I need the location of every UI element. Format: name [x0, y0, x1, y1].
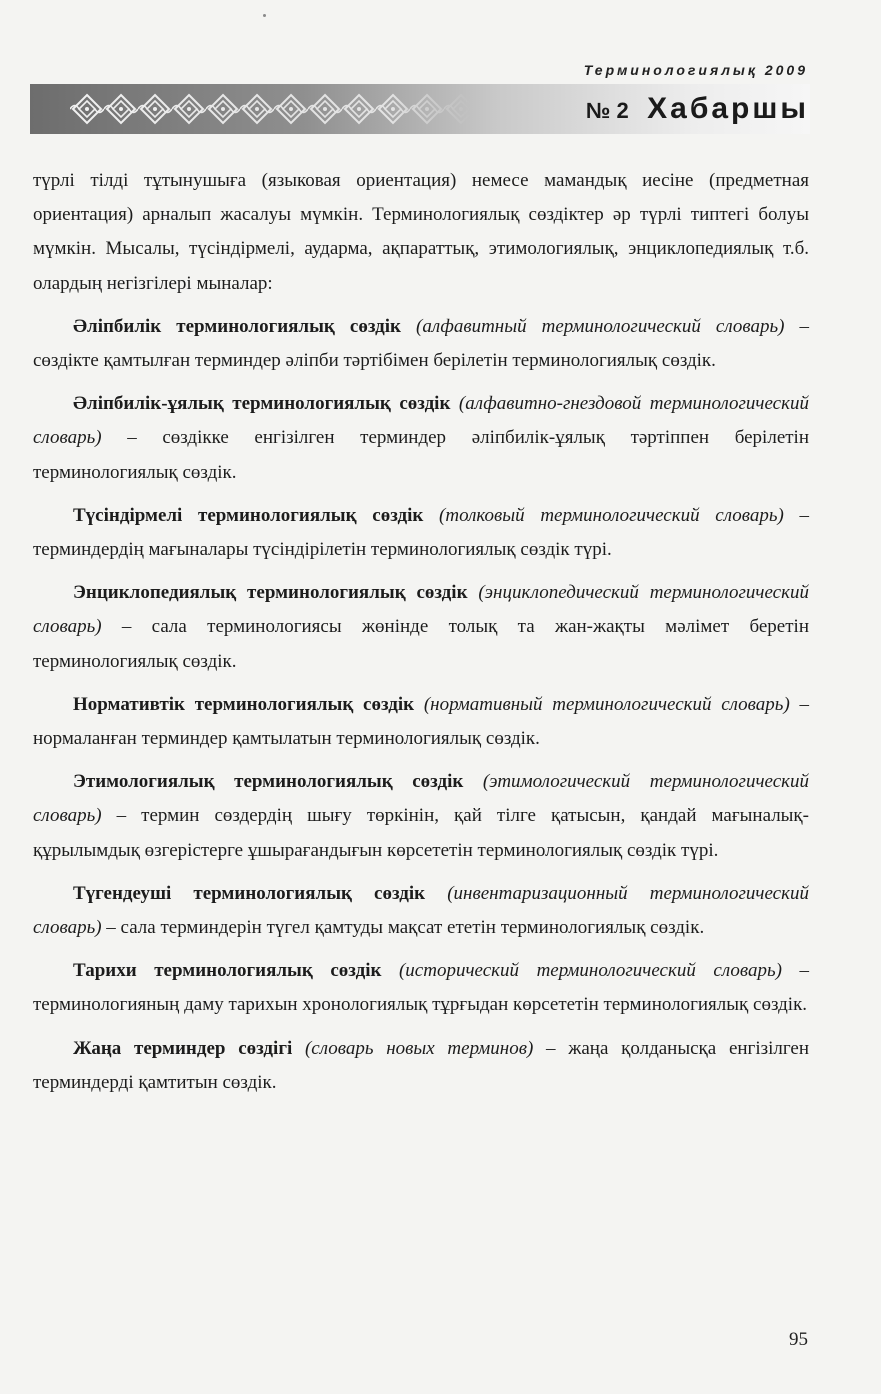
dictionary-entry: [33, 765, 809, 868]
entry-translation: (инвентаризационный терминологический словарь): [33, 882, 810, 939]
issue-label: [586, 92, 809, 126]
entry-translation: (исторический терминологический словарь): [398, 960, 782, 982]
article-body: [33, 164, 809, 1100]
kazakh-ornament-icon: [70, 92, 470, 126]
entry-definition: – терминологияның даму тарихын хронологиялық тұрғыдан көрсететін терминологиялық сөздік.: [33, 960, 810, 1016]
entry-translation: (словарь новых терминов): [304, 1037, 534, 1059]
entry-definition: – терминдердің мағыналары түсіндірілетін терминологиялық сөздік түрі.: [33, 504, 810, 561]
entry-term: Әліпбилік-ұялық терминологиялық сөздік: [73, 393, 451, 415]
intro-paragraph: түрлі тілді тұтынушыға (языковая ориентация) немесе мамандық иесіне (предметная ориентация) арналып жасалуы мүмкін. Терминологиялық сөздіктер әр түрлі типтегі болуы мүмкін. Мысалы, түсіндірмелі, аударма, ақпараттық, этимологиялық, энциклопедиялық т.б. олардың негізгілері мыналар:: [33, 170, 809, 294]
dictionary-entry: [33, 688, 809, 756]
entry-definition: – сөздікте қамтылған терминдер әліпби тәртібімен берілетін терминологиялық сөздік.: [33, 315, 810, 372]
entry-term: Нормативтік терминологиялық сөздік: [73, 693, 415, 715]
dictionary-entry: [33, 387, 809, 490]
page-number: 95: [789, 1329, 808, 1350]
journal-name: Хабаршы: [647, 92, 809, 125]
entry-term: Энциклопедиялық терминологиялық сөздік: [73, 582, 468, 604]
entry-term: Түгендеуші терминологиялық сөздік: [73, 882, 426, 904]
entry-definition: – сала терминологиясы жөнінде толық та жан-жақты мәлімет беретін терминологиялық сөздік.: [33, 616, 809, 672]
dictionary-entry: [33, 954, 809, 1022]
dictionary-entry: [33, 1032, 809, 1100]
entry-definition: – сала терминдерін түгел қамтуды мақсат ететін терминологиялық сөздік.: [106, 917, 705, 939]
entry-translation: (нормативный терминологический словарь): [423, 693, 790, 715]
entry-term: Тарихи терминологиялық сөздік: [73, 960, 382, 982]
entry-translation: (алфавитно-гнездовой терминологический словарь): [33, 393, 809, 449]
entry-term: Жаңа терминдер сөздігі: [73, 1037, 293, 1059]
entry-term: Әліпбилік терминологиялық сөздік: [73, 315, 401, 337]
entry-definition: – сөздікке енгізілген терминдер әліпбилік-ұялық тәртіппен берілетін терминологиялық сөздік.: [33, 427, 810, 483]
issue-number: № 2: [585, 98, 629, 123]
entry-translation: (энциклопедический терминологический словарь): [33, 582, 809, 638]
scan-speck: [263, 14, 266, 17]
entry-definition: – нормаланған терминдер қамтылатын терминологиялық сөздік.: [33, 693, 809, 750]
entry-term: Түсіндірмелі терминологиялық сөздік: [73, 504, 424, 526]
dictionary-entry: [33, 576, 809, 679]
dictionary-entry: [33, 877, 809, 945]
dictionary-entry: [33, 499, 809, 567]
entry-translation: (толковый терминологический словарь): [439, 504, 784, 526]
dictionary-entry: [33, 310, 809, 378]
entry-translation: (этимологический терминологический словарь): [33, 771, 810, 827]
running-title: Терминологиялық 2009: [583, 62, 808, 78]
entry-translation: (алфавитный терминологический словарь): [416, 315, 785, 337]
entry-definition: – термин сөздердің шығу төркінін, қай тілге қатысын, қандай мағыналық-құрылымдық өзгерістерге ұшырағандығын көрсететін терминологиялық сөздік түрі.: [33, 805, 809, 861]
entry-term: Этимологиялық терминологиялық сөздік: [73, 771, 464, 793]
entry-definition: – жаңа қолданысқа енгізілген терминдерді қамтитын сөздік.: [33, 1037, 810, 1093]
